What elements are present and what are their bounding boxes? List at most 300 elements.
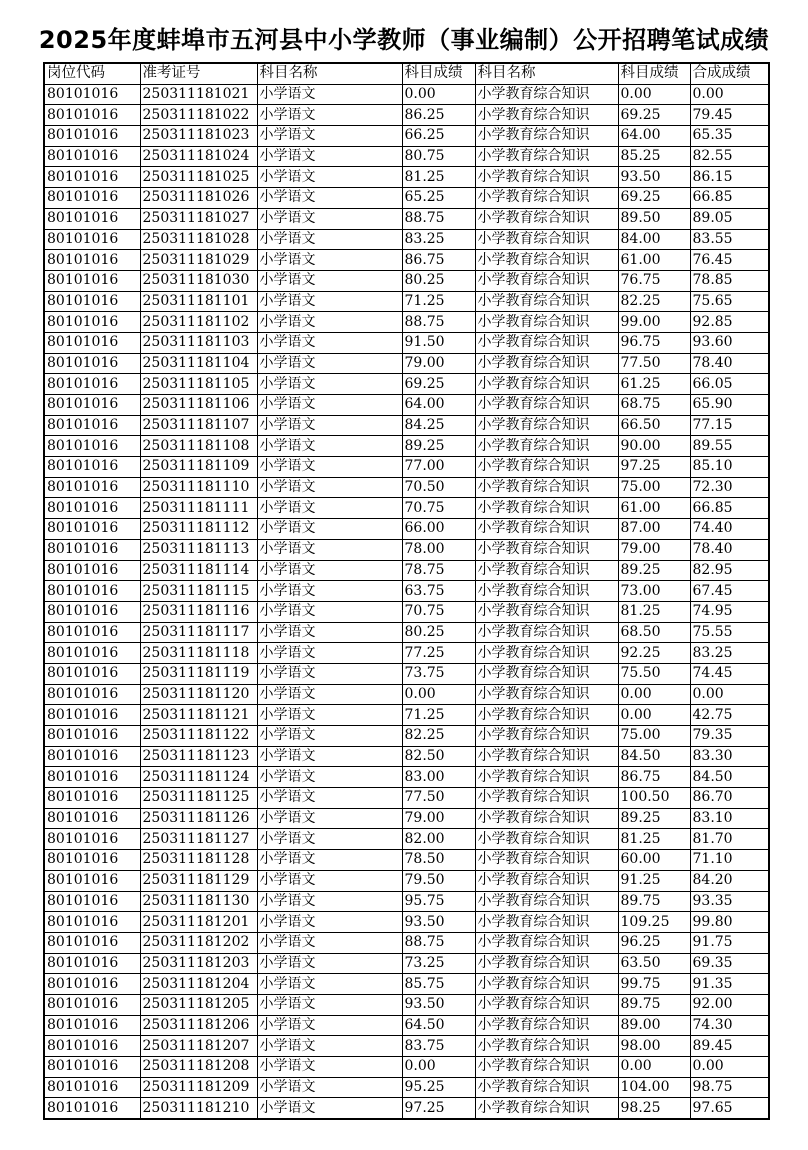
cell-subject-score-1: 63.75: [402, 581, 475, 602]
header-row: [44, 63, 769, 84]
cell-post-code: 80101016: [44, 146, 140, 167]
cell-post-code: 80101016: [44, 1057, 140, 1078]
cell-combined-score: 71.10: [690, 850, 769, 871]
cell-subject-name-2: 小学教育综合知识: [475, 270, 618, 291]
cell-subject-score-2: 68.50: [618, 622, 690, 643]
table-row: [44, 953, 769, 974]
cell-exam-number: 250311181022: [140, 105, 257, 126]
cell-subject-name-2: 小学教育综合知识: [475, 788, 618, 809]
cell-subject-name-2: 小学教育综合知识: [475, 829, 618, 850]
cell-subject-name-1: 小学语文: [257, 353, 402, 374]
cell-subject-score-1: 70.75: [402, 498, 475, 519]
cell-subject-score-1: 83.25: [402, 229, 475, 250]
cell-subject-name-2: 小学教育综合知识: [475, 332, 618, 353]
cell-combined-score: 81.70: [690, 829, 769, 850]
table-row: [44, 788, 769, 809]
table-row: [44, 974, 769, 995]
cell-subject-score-1: 71.25: [402, 291, 475, 312]
cell-subject-score-1: 80.25: [402, 270, 475, 291]
cell-post-code: 80101016: [44, 643, 140, 664]
cell-combined-score: 77.15: [690, 415, 769, 436]
cell-subject-name-2: 小学教育综合知识: [475, 746, 618, 767]
score-table: [43, 62, 770, 1120]
table-row: [44, 374, 769, 395]
table-row: [44, 519, 769, 540]
cell-subject-score-2: 100.50: [618, 788, 690, 809]
cell-subject-name-2: 小学教育综合知识: [475, 643, 618, 664]
cell-subject-name-1: 小学语文: [257, 560, 402, 581]
cell-subject-name-2: 小学教育综合知识: [475, 208, 618, 229]
cell-post-code: 80101016: [44, 229, 140, 250]
cell-exam-number: 250311181021: [140, 84, 257, 105]
cell-subject-score-1: 73.25: [402, 953, 475, 974]
cell-subject-name-2: 小学教育综合知识: [475, 870, 618, 891]
cell-combined-score: 83.30: [690, 746, 769, 767]
cell-subject-score-1: 84.25: [402, 415, 475, 436]
cell-subject-score-2: 68.75: [618, 395, 690, 416]
cell-subject-name-1: 小学语文: [257, 829, 402, 850]
cell-combined-score: 42.75: [690, 705, 769, 726]
table-row: [44, 1036, 769, 1057]
cell-subject-name-1: 小学语文: [257, 601, 402, 622]
cell-subject-name-1: 小学语文: [257, 457, 402, 478]
cell-post-code: 80101016: [44, 705, 140, 726]
cell-combined-score: 76.45: [690, 250, 769, 271]
table-row: [44, 353, 769, 374]
cell-subject-score-1: 80.75: [402, 146, 475, 167]
cell-post-code: 80101016: [44, 291, 140, 312]
cell-post-code: 80101016: [44, 395, 140, 416]
cell-subject-name-1: 小学语文: [257, 105, 402, 126]
cell-combined-score: 86.15: [690, 167, 769, 188]
cell-exam-number: 250311181127: [140, 829, 257, 850]
cell-exam-number: 250311181027: [140, 208, 257, 229]
cell-post-code: 80101016: [44, 912, 140, 933]
cell-subject-score-1: 64.00: [402, 395, 475, 416]
cell-combined-score: 84.50: [690, 767, 769, 788]
cell-combined-score: 93.60: [690, 332, 769, 353]
cell-exam-number: 250311181028: [140, 229, 257, 250]
cell-exam-number: 250311181120: [140, 684, 257, 705]
cell-subject-name-2: 小学教育综合知识: [475, 436, 618, 457]
cell-combined-score: 66.85: [690, 188, 769, 209]
cell-post-code: 80101016: [44, 891, 140, 912]
cell-subject-score-2: 69.25: [618, 105, 690, 126]
cell-subject-score-1: 82.25: [402, 726, 475, 747]
cell-subject-score-1: 89.25: [402, 436, 475, 457]
cell-subject-score-2: 63.50: [618, 953, 690, 974]
cell-exam-number: 250311181113: [140, 539, 257, 560]
cell-subject-name-2: 小学教育综合知识: [475, 601, 618, 622]
cell-subject-name-1: 小学语文: [257, 436, 402, 457]
cell-subject-score-2: 89.75: [618, 891, 690, 912]
cell-subject-name-1: 小学语文: [257, 208, 402, 229]
cell-subject-score-1: 78.50: [402, 850, 475, 871]
cell-subject-score-2: 69.25: [618, 188, 690, 209]
cell-subject-name-1: 小学语文: [257, 498, 402, 519]
cell-subject-name-1: 小学语文: [257, 850, 402, 871]
cell-subject-score-2: 93.50: [618, 167, 690, 188]
cell-combined-score: 72.30: [690, 477, 769, 498]
cell-combined-score: 65.90: [690, 395, 769, 416]
cell-subject-name-2: 小学教育综合知识: [475, 974, 618, 995]
cell-exam-number: 250311181125: [140, 788, 257, 809]
cell-exam-number: 250311181210: [140, 1098, 257, 1119]
cell-exam-number: 250311181207: [140, 1036, 257, 1057]
table-row: [44, 146, 769, 167]
cell-combined-score: 75.65: [690, 291, 769, 312]
cell-subject-score-2: 91.25: [618, 870, 690, 891]
cell-exam-number: 250311181103: [140, 332, 257, 353]
cell-exam-number: 250311181124: [140, 767, 257, 788]
cell-subject-score-2: 99.75: [618, 974, 690, 995]
cell-exam-number: 250311181026: [140, 188, 257, 209]
header-subject-score-2: 科目成绩: [618, 63, 690, 84]
cell-subject-name-2: 小学教育综合知识: [475, 353, 618, 374]
cell-subject-score-2: 90.00: [618, 436, 690, 457]
cell-subject-score-1: 73.75: [402, 663, 475, 684]
cell-combined-score: 82.95: [690, 560, 769, 581]
cell-combined-score: 85.10: [690, 457, 769, 478]
cell-subject-name-1: 小学语文: [257, 622, 402, 643]
cell-subject-score-1: 88.75: [402, 312, 475, 333]
cell-exam-number: 250311181101: [140, 291, 257, 312]
cell-combined-score: 74.95: [690, 601, 769, 622]
cell-subject-name-2: 小学教育综合知识: [475, 953, 618, 974]
cell-subject-name-1: 小学语文: [257, 1015, 402, 1036]
cell-combined-score: 78.40: [690, 539, 769, 560]
cell-subject-name-1: 小学语文: [257, 291, 402, 312]
cell-subject-name-2: 小学教育综合知识: [475, 663, 618, 684]
table-row: [44, 126, 769, 147]
cell-post-code: 80101016: [44, 188, 140, 209]
header-subject-score-1: 科目成绩: [402, 63, 475, 84]
cell-subject-score-2: 85.25: [618, 146, 690, 167]
cell-exam-number: 250311181114: [140, 560, 257, 581]
cell-subject-name-1: 小学语文: [257, 415, 402, 436]
cell-exam-number: 250311181117: [140, 622, 257, 643]
table-row: [44, 84, 769, 105]
cell-combined-score: 98.75: [690, 1077, 769, 1098]
cell-subject-name-1: 小学语文: [257, 788, 402, 809]
cell-subject-name-2: 小学教育综合知识: [475, 994, 618, 1015]
cell-post-code: 80101016: [44, 457, 140, 478]
cell-subject-score-1: 79.00: [402, 353, 475, 374]
cell-subject-name-2: 小学教育综合知识: [475, 374, 618, 395]
cell-subject-score-2: 73.00: [618, 581, 690, 602]
cell-subject-score-1: 77.00: [402, 457, 475, 478]
cell-post-code: 80101016: [44, 332, 140, 353]
cell-subject-score-2: 75.00: [618, 477, 690, 498]
cell-combined-score: 65.35: [690, 126, 769, 147]
cell-subject-score-1: 95.75: [402, 891, 475, 912]
cell-post-code: 80101016: [44, 436, 140, 457]
cell-exam-number: 250311181119: [140, 663, 257, 684]
cell-subject-name-2: 小学教育综合知识: [475, 1036, 618, 1057]
cell-subject-name-2: 小学教育综合知识: [475, 167, 618, 188]
cell-combined-score: 78.85: [690, 270, 769, 291]
cell-post-code: 80101016: [44, 788, 140, 809]
cell-combined-score: 66.85: [690, 498, 769, 519]
cell-exam-number: 250311181123: [140, 746, 257, 767]
cell-subject-name-2: 小学教育综合知识: [475, 498, 618, 519]
cell-exam-number: 250311181122: [140, 726, 257, 747]
cell-exam-number: 250311181201: [140, 912, 257, 933]
table-row: [44, 767, 769, 788]
cell-post-code: 80101016: [44, 870, 140, 891]
cell-exam-number: 250311181118: [140, 643, 257, 664]
cell-subject-score-1: 88.75: [402, 932, 475, 953]
cell-subject-name-1: 小学语文: [257, 705, 402, 726]
cell-subject-name-2: 小学教育综合知识: [475, 477, 618, 498]
table-row: [44, 746, 769, 767]
cell-exam-number: 250311181128: [140, 850, 257, 871]
cell-subject-name-2: 小学教育综合知识: [475, 539, 618, 560]
cell-subject-score-2: 84.00: [618, 229, 690, 250]
header-subject-name-1: 科目名称: [257, 63, 402, 84]
table-row: [44, 808, 769, 829]
cell-subject-score-2: 92.25: [618, 643, 690, 664]
cell-subject-score-2: 96.75: [618, 332, 690, 353]
table-row: [44, 870, 769, 891]
cell-subject-score-2: 66.50: [618, 415, 690, 436]
cell-subject-score-2: 60.00: [618, 850, 690, 871]
table-row: [44, 208, 769, 229]
cell-post-code: 80101016: [44, 498, 140, 519]
cell-exam-number: 250311181204: [140, 974, 257, 995]
cell-post-code: 80101016: [44, 415, 140, 436]
cell-subject-name-1: 小学语文: [257, 250, 402, 271]
cell-subject-score-1: 79.00: [402, 808, 475, 829]
cell-subject-score-1: 86.25: [402, 105, 475, 126]
cell-post-code: 80101016: [44, 932, 140, 953]
cell-subject-name-1: 小学语文: [257, 188, 402, 209]
cell-subject-score-1: 81.25: [402, 167, 475, 188]
cell-subject-name-1: 小学语文: [257, 932, 402, 953]
cell-subject-score-2: 104.00: [618, 1077, 690, 1098]
cell-subject-name-2: 小学教育综合知识: [475, 1057, 618, 1078]
cell-subject-score-2: 61.00: [618, 250, 690, 271]
cell-subject-score-1: 71.25: [402, 705, 475, 726]
cell-subject-name-2: 小学教育综合知识: [475, 932, 618, 953]
cell-post-code: 80101016: [44, 684, 140, 705]
cell-subject-name-1: 小学语文: [257, 374, 402, 395]
cell-subject-name-2: 小学教育综合知识: [475, 188, 618, 209]
cell-subject-name-2: 小学教育综合知识: [475, 705, 618, 726]
cell-post-code: 80101016: [44, 953, 140, 974]
cell-subject-name-2: 小学教育综合知识: [475, 395, 618, 416]
header-post-code: 岗位代码: [44, 63, 140, 84]
cell-post-code: 80101016: [44, 208, 140, 229]
cell-post-code: 80101016: [44, 974, 140, 995]
cell-subject-score-1: 64.50: [402, 1015, 475, 1036]
page-title: 2025年度蚌埠市五河县中小学教师（事业编制）公开招聘笔试成绩: [38, 26, 770, 54]
cell-exam-number: 250311181108: [140, 436, 257, 457]
cell-exam-number: 250311181208: [140, 1057, 257, 1078]
cell-combined-score: 66.05: [690, 374, 769, 395]
cell-subject-score-1: 77.50: [402, 788, 475, 809]
cell-combined-score: 93.35: [690, 891, 769, 912]
cell-subject-name-1: 小学语文: [257, 1036, 402, 1057]
cell-subject-name-2: 小学教育综合知识: [475, 1098, 618, 1119]
cell-exam-number: 250311181129: [140, 870, 257, 891]
cell-post-code: 80101016: [44, 767, 140, 788]
cell-exam-number: 250311181202: [140, 932, 257, 953]
table-row: [44, 994, 769, 1015]
cell-combined-score: 0.00: [690, 1057, 769, 1078]
table-row: [44, 601, 769, 622]
cell-subject-name-2: 小学教育综合知识: [475, 581, 618, 602]
cell-subject-name-1: 小学语文: [257, 146, 402, 167]
cell-exam-number: 250311181104: [140, 353, 257, 374]
table-row: [44, 912, 769, 933]
table-row: [44, 539, 769, 560]
cell-post-code: 80101016: [44, 622, 140, 643]
cell-post-code: 80101016: [44, 726, 140, 747]
table-row: [44, 850, 769, 871]
cell-post-code: 80101016: [44, 312, 140, 333]
table-row: [44, 229, 769, 250]
cell-subject-name-1: 小学语文: [257, 1077, 402, 1098]
cell-subject-score-2: 81.25: [618, 829, 690, 850]
table-row: [44, 1015, 769, 1036]
cell-combined-score: 74.45: [690, 663, 769, 684]
table-row: [44, 188, 769, 209]
cell-subject-name-2: 小学教育综合知识: [475, 291, 618, 312]
cell-subject-score-2: 76.75: [618, 270, 690, 291]
cell-subject-score-2: 87.00: [618, 519, 690, 540]
cell-subject-score-1: 85.75: [402, 974, 475, 995]
cell-subject-name-1: 小学语文: [257, 994, 402, 1015]
cell-exam-number: 250311181203: [140, 953, 257, 974]
cell-combined-score: 89.05: [690, 208, 769, 229]
cell-subject-name-1: 小学语文: [257, 126, 402, 147]
table-row: [44, 250, 769, 271]
cell-subject-score-2: 64.00: [618, 126, 690, 147]
cell-subject-score-2: 82.25: [618, 291, 690, 312]
cell-subject-score-2: 89.75: [618, 994, 690, 1015]
cell-combined-score: 78.40: [690, 353, 769, 374]
cell-subject-name-1: 小学语文: [257, 974, 402, 995]
cell-subject-score-1: 65.25: [402, 188, 475, 209]
cell-subject-score-2: 75.50: [618, 663, 690, 684]
cell-post-code: 80101016: [44, 353, 140, 374]
cell-combined-score: 86.70: [690, 788, 769, 809]
cell-subject-name-2: 小学教育综合知识: [475, 767, 618, 788]
cell-post-code: 80101016: [44, 1015, 140, 1036]
cell-combined-score: 89.55: [690, 436, 769, 457]
cell-post-code: 80101016: [44, 1098, 140, 1119]
table-row: [44, 705, 769, 726]
cell-combined-score: 0.00: [690, 84, 769, 105]
cell-combined-score: 83.25: [690, 643, 769, 664]
cell-subject-score-1: 97.25: [402, 1098, 475, 1119]
cell-subject-score-1: 77.25: [402, 643, 475, 664]
cell-subject-name-1: 小学语文: [257, 953, 402, 974]
cell-subject-score-2: 61.25: [618, 374, 690, 395]
cell-combined-score: 82.55: [690, 146, 769, 167]
cell-subject-score-2: 0.00: [618, 1057, 690, 1078]
cell-exam-number: 250311181025: [140, 167, 257, 188]
cell-exam-number: 250311181206: [140, 1015, 257, 1036]
cell-subject-name-1: 小学语文: [257, 808, 402, 829]
cell-post-code: 80101016: [44, 1036, 140, 1057]
cell-subject-name-2: 小学教育综合知识: [475, 912, 618, 933]
cell-post-code: 80101016: [44, 829, 140, 850]
table-row: [44, 332, 769, 353]
cell-subject-score-2: 109.25: [618, 912, 690, 933]
cell-exam-number: 250311181112: [140, 519, 257, 540]
table-row: [44, 436, 769, 457]
cell-combined-score: 69.35: [690, 953, 769, 974]
cell-post-code: 80101016: [44, 1077, 140, 1098]
cell-subject-name-2: 小学教育综合知识: [475, 126, 618, 147]
cell-subject-name-2: 小学教育综合知识: [475, 850, 618, 871]
cell-subject-score-1: 95.25: [402, 1077, 475, 1098]
cell-post-code: 80101016: [44, 105, 140, 126]
cell-post-code: 80101016: [44, 746, 140, 767]
table-row: [44, 829, 769, 850]
cell-subject-name-1: 小学语文: [257, 477, 402, 498]
cell-subject-score-1: 70.50: [402, 477, 475, 498]
cell-exam-number: 250311181109: [140, 457, 257, 478]
table-row: [44, 457, 769, 478]
cell-post-code: 80101016: [44, 167, 140, 188]
cell-combined-score: 92.85: [690, 312, 769, 333]
cell-subject-score-1: 78.00: [402, 539, 475, 560]
cell-exam-number: 250311181105: [140, 374, 257, 395]
cell-subject-name-1: 小学语文: [257, 519, 402, 540]
table-row: [44, 663, 769, 684]
cell-post-code: 80101016: [44, 663, 140, 684]
cell-subject-name-1: 小学语文: [257, 684, 402, 705]
cell-subject-name-1: 小学语文: [257, 395, 402, 416]
table-row: [44, 891, 769, 912]
cell-exam-number: 250311181121: [140, 705, 257, 726]
cell-subject-score-1: 83.75: [402, 1036, 475, 1057]
cell-subject-name-1: 小学语文: [257, 270, 402, 291]
cell-exam-number: 250311181102: [140, 312, 257, 333]
cell-combined-score: 84.20: [690, 870, 769, 891]
cell-subject-name-2: 小学教育综合知识: [475, 891, 618, 912]
cell-subject-name-2: 小学教育综合知识: [475, 229, 618, 250]
cell-combined-score: 67.45: [690, 581, 769, 602]
table-row: [44, 498, 769, 519]
cell-combined-score: 83.55: [690, 229, 769, 250]
cell-post-code: 80101016: [44, 374, 140, 395]
cell-subject-name-1: 小学语文: [257, 767, 402, 788]
cell-combined-score: 74.40: [690, 519, 769, 540]
table-row: [44, 1057, 769, 1078]
cell-exam-number: 250311181209: [140, 1077, 257, 1098]
cell-subject-score-2: 97.25: [618, 457, 690, 478]
cell-post-code: 80101016: [44, 477, 140, 498]
cell-subject-score-2: 86.75: [618, 767, 690, 788]
cell-subject-score-2: 89.50: [618, 208, 690, 229]
cell-subject-name-2: 小学教育综合知识: [475, 519, 618, 540]
cell-post-code: 80101016: [44, 601, 140, 622]
cell-subject-name-1: 小学语文: [257, 663, 402, 684]
cell-combined-score: 92.00: [690, 994, 769, 1015]
table-row: [44, 312, 769, 333]
cell-subject-score-1: 80.25: [402, 622, 475, 643]
table-row: [44, 270, 769, 291]
cell-combined-score: 89.45: [690, 1036, 769, 1057]
cell-post-code: 80101016: [44, 270, 140, 291]
cell-subject-score-1: 70.75: [402, 601, 475, 622]
cell-post-code: 80101016: [44, 84, 140, 105]
cell-subject-score-1: 69.25: [402, 374, 475, 395]
